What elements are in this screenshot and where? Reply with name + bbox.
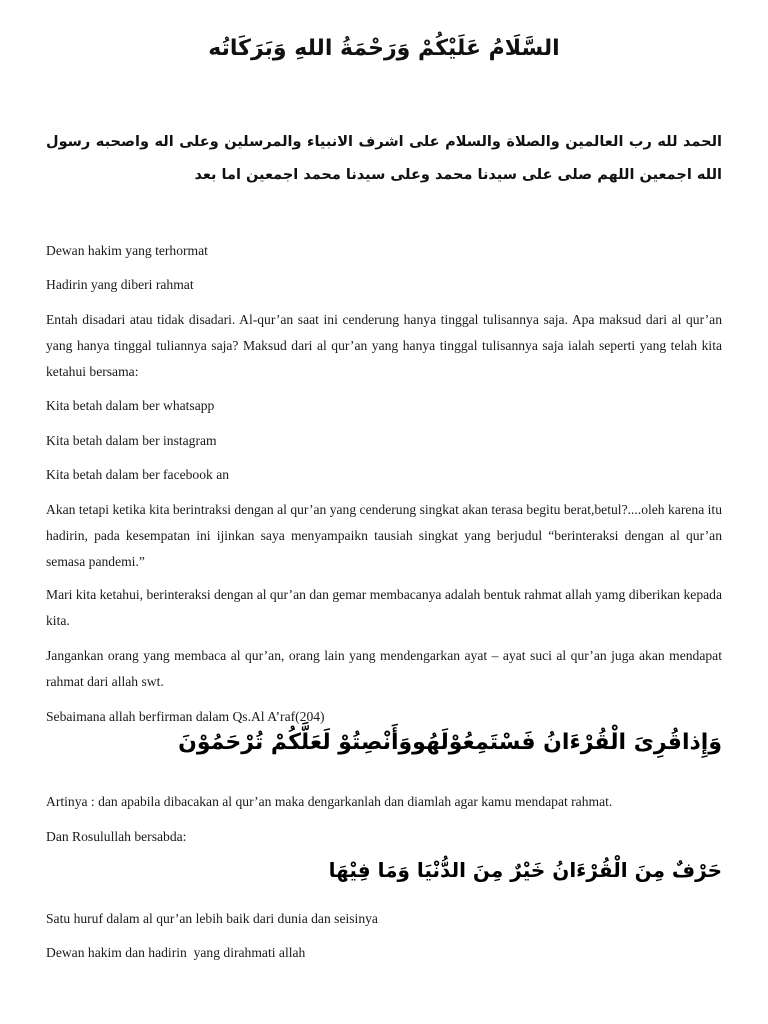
paragraph-salutation-judges: Dewan hakim yang terhormat [46, 243, 208, 258]
paragraph-verse-intro: Sebaimana allah berfirman dalam Qs.Al A’raf(204) [46, 709, 325, 724]
paragraph-whatsapp: Kita betah dalam ber whatsapp [46, 398, 215, 413]
hadith-arabic: حَرْفٌ مِنَ الْقُرْءَانُ خَيْرٌ مِنَ الدُّنْيَا وَمَا فِيْهَا [328, 858, 722, 882]
paragraph-translation: Artinya : dan apabila dibacakan al qur’an maka dengarkanlah dan diamlah agar kamu mendapat rahmat. [46, 794, 613, 809]
paragraph-salutation-audience: Hadirin yang diberi rahmat [46, 277, 194, 292]
verse-al-araf: وَإِذاقُرِىَ الْقُرْءَانُ فَسْتَمِعُوْلَهُووَأَنْصِتُوْ لَعَلَّكُمْ تُرْحَمُوْنَ [178, 730, 722, 755]
paragraph-hadith-intro: Dan Rosulullah bersabda: [46, 829, 187, 844]
paragraph-instagram: Kita betah dalam ber instagram [46, 433, 217, 448]
opening-prayer: الحمد لله رب العالمين والصلاة والسلام على اشرف الانبياء والمرسلين وعلى اله واصحبه رسول الله اجمعين اللهم صلى على سيدنا محمد وعلى سيدنا محمد اجمعين اما بعد [46, 134, 722, 183]
paragraph-facebook: Kita betah dalam ber facebook an [46, 467, 230, 482]
greeting-heading: السَّلَامُ عَلَيْكُمْ وَرَحْمَةُ اللهِ وَبَرَكَاتُه [208, 36, 560, 61]
paragraph-lets-know: Mari kita ketahui, berinteraksi dengan al qur’an dan gemar membacanya adalah bentuk rahmat allah yamg diberikan kepada kita. [46, 587, 722, 628]
paragraph-intro: Entah disadari atau tidak disadari. Al-qur’an saat ini cenderung hanya tinggal tulisannya saja. Apa maksud dari al qur’an yang hanya tinggal tuliannya saja? Maksud dari al qur’an yang hanya tinggal tulisannya saja ialah seperti yang telah kita ketahui bersama: [46, 312, 722, 379]
paragraph-however: Akan tetapi ketika kita berintraksi dengan al qur’an yang cenderung singkat akan terasa begitu berat,betul?....oleh karena itu hadirin, pada kesempatan ini ijinkan saya menyampaikn tausiah singkat yang berjudul “berinteraksi dengan al qur’an semasa pandemi.” [46, 502, 722, 569]
paragraph-hadith-meaning: Satu huruf dalam al qur’an lebih baik dari dunia dan seisinya [46, 911, 378, 926]
paragraph-closing: Dewan hakim dan hadirin yang dirahmati allah [46, 945, 306, 960]
paragraph-not-only: Jangankan orang yang membaca al qur’an, orang lain yang mendengarkan ayat – ayat suci al qur’an juga akan mendapat rahmat dari allah swt. [46, 648, 722, 689]
